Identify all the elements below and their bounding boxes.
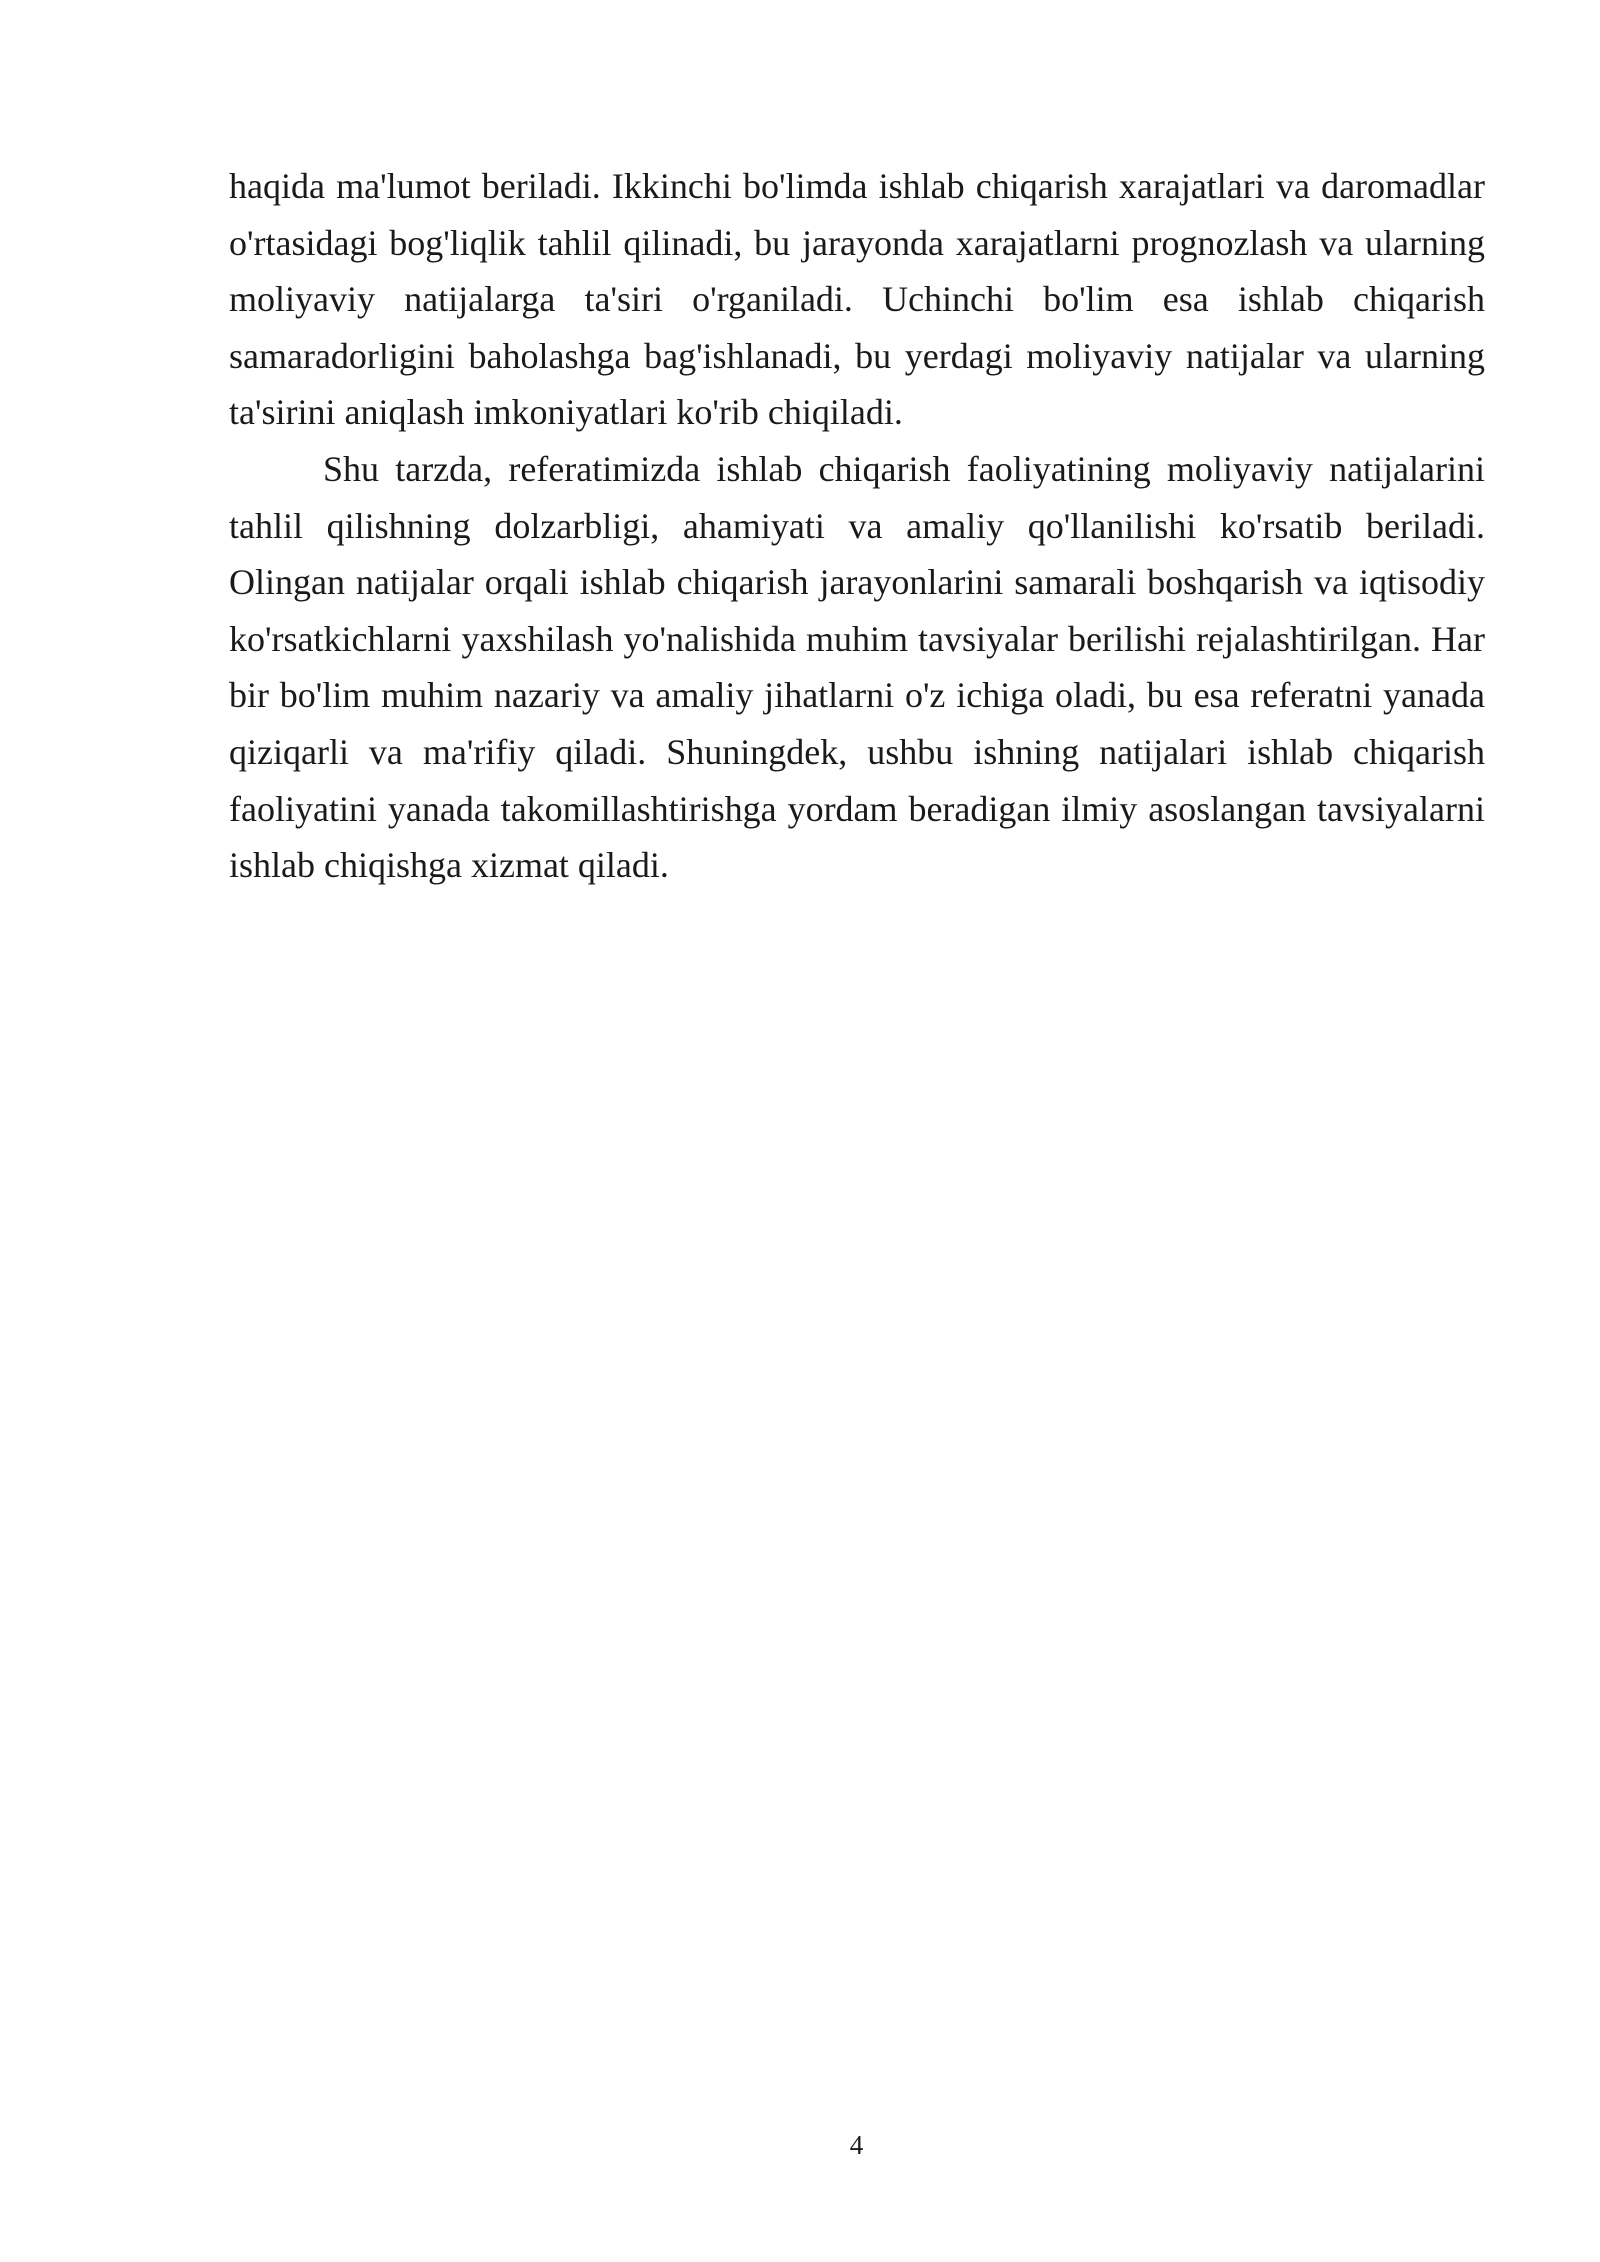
paragraph: Shu tarzda, referatimizda ishlab chiqarish faoliyatining moliyaviy natijalarini tahlil qilishning dolzarbligi, ahamiyati va amaliy qo'llanilishi ko'rsatib beriladi. Olingan natijalar orqali ishlab chiqarish jarayonlarini samarali boshqarish va iqtisodiy ko'rsatkichlarni yaxshilash yo'nalishida muhim tavsiyalar berilishi rejalashtirilgan. Har bir bo'lim muhim nazariy va amaliy jihatlarni o'z ichiga oladi, bu esa referatni yanada qiziqarli va ma'rifiy qiladi. Shuningdek, ushbu ishning natijalari ishlab chiqarish faoliyatini yanada takomillashtirishga yordam beradigan ilmiy asoslangan tavsiyalarni ishlab chiqishga xizmat qiladi. <box>229 448 1485 886</box>
page-number: 4 <box>849 2130 864 2160</box>
body-text <box>229 158 1485 894</box>
paragraph-continuation: haqida ma'lumot beriladi. Ikkinchi bo'limda ishlab chiqarish xarajatlari va daromadlar o'rtasidagi bog'liqlik tahlil qilinadi, bu jarayonda xarajatlarni prognozlash va ularning moliyaviy natijalarga ta'siri o'rganiladi. Uchinchi bo'lim esa ishlab chiqarish samaradorligini baholashga bag'ishlanadi, bu yerdagi moliyaviy natijalar va ularning ta'sirini aniqlash imkoniyatlari ko'rib chiqiladi. <box>229 166 1485 433</box>
